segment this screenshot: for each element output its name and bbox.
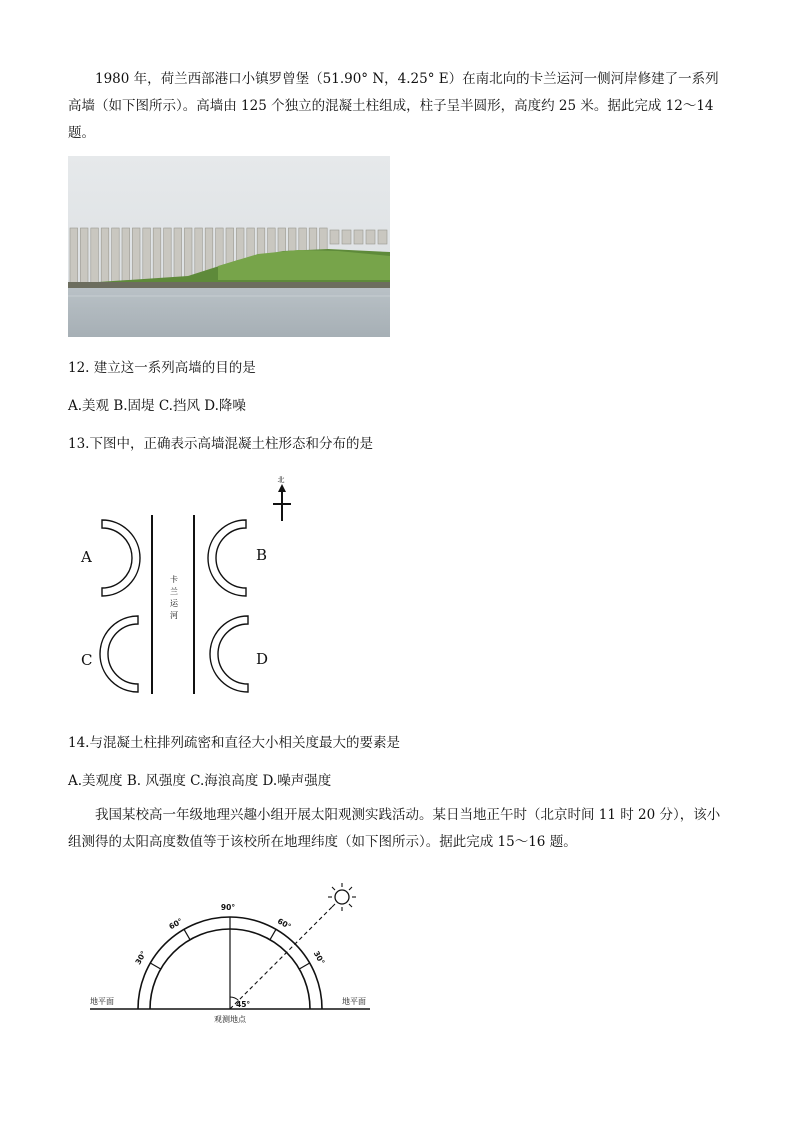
question-13-stem: 13.下图中，正确表示高墙混凝土柱形态和分布的是 bbox=[68, 436, 373, 452]
tick-label-30-left: 30° bbox=[133, 949, 149, 967]
wall-pillar bbox=[80, 228, 88, 286]
tick-label-60-right: 60° bbox=[275, 916, 293, 932]
solar-altitude-diagram bbox=[80, 880, 380, 1030]
wall-pillar bbox=[153, 228, 161, 286]
wall-pillar bbox=[366, 230, 375, 244]
canal-label bbox=[170, 574, 179, 620]
svg-text:兰: 兰 bbox=[170, 587, 178, 596]
observer-label: 观测地点 bbox=[214, 1015, 246, 1024]
wall-pillar bbox=[143, 228, 151, 286]
horizon-label-right: 地平面 bbox=[342, 997, 366, 1006]
option-label-b: B bbox=[256, 546, 268, 564]
intro-paragraph-1: 1980 年，荷兰西部港口小镇罗曾堡（51.90° N，4.25° E）在南北向的卡兰运河一侧河岸修建了一系列高墙（如下图所示）。高墙由 125 个独立的混凝土柱组成，柱子呈半圆形，高度约 25 米。据此完成 12～14 题。 bbox=[68, 71, 719, 141]
wall-pillar bbox=[122, 228, 130, 286]
angle-label: 45° bbox=[236, 1000, 251, 1009]
wall-pillar bbox=[70, 228, 78, 286]
north-arrow bbox=[273, 475, 291, 521]
wall-pillar bbox=[91, 228, 99, 286]
option-label-d: D bbox=[256, 650, 269, 668]
sun-icon bbox=[328, 883, 356, 911]
question-14-stem: 14.与混凝土柱排列疏密和直径大小相关度最大的要素是 bbox=[68, 735, 400, 751]
wall-pillar bbox=[342, 230, 351, 244]
question-12-stem: 12. 建立这一系列高墙的目的是 bbox=[68, 360, 256, 376]
question-12-options: A.美观 B.固堤 C.挡风 D.降噪 bbox=[68, 398, 246, 414]
wall-pillar bbox=[330, 230, 339, 244]
tick-label-60-left: 60° bbox=[167, 916, 185, 932]
wall-pillar bbox=[132, 228, 140, 286]
tick-label-90: 90° bbox=[220, 903, 236, 912]
question-14-options: A.美观度 B. 风强度 C.海浪高度 D.噪声强度 bbox=[68, 773, 332, 789]
tick-label-30-right: 30° bbox=[311, 949, 327, 967]
wall-pillar bbox=[354, 230, 363, 244]
pillar-shape-c bbox=[100, 616, 138, 692]
svg-text:河: 河 bbox=[170, 611, 178, 620]
pillar-shape-b bbox=[208, 520, 246, 596]
horizon-label-left: 地平面 bbox=[90, 997, 114, 1006]
pillar-shape-a bbox=[102, 520, 140, 596]
svg-text:运: 运 bbox=[170, 599, 178, 608]
wall-pillar bbox=[378, 230, 387, 244]
wall-pillar bbox=[112, 228, 120, 286]
svg-text:卡: 卡 bbox=[170, 575, 178, 584]
pillar-shape-d bbox=[210, 616, 248, 692]
option-label-a: A bbox=[81, 548, 92, 566]
intro-paragraph-2: 我国某校高一年级地理兴趣小组开展太阳观测实践活动。某日当地正午时（北京时间 11 时 20 分），该小组测得的太阳高度数值等于该校所在地理纬度（如下图所示）。据此完成 15～16 题。 bbox=[68, 807, 721, 850]
wall-pillar bbox=[101, 228, 109, 286]
pillar-layout-diagram bbox=[68, 470, 308, 700]
sea-wall-photo bbox=[68, 156, 390, 337]
north-label: 北 bbox=[277, 476, 285, 484]
option-label-c: C bbox=[81, 651, 93, 669]
